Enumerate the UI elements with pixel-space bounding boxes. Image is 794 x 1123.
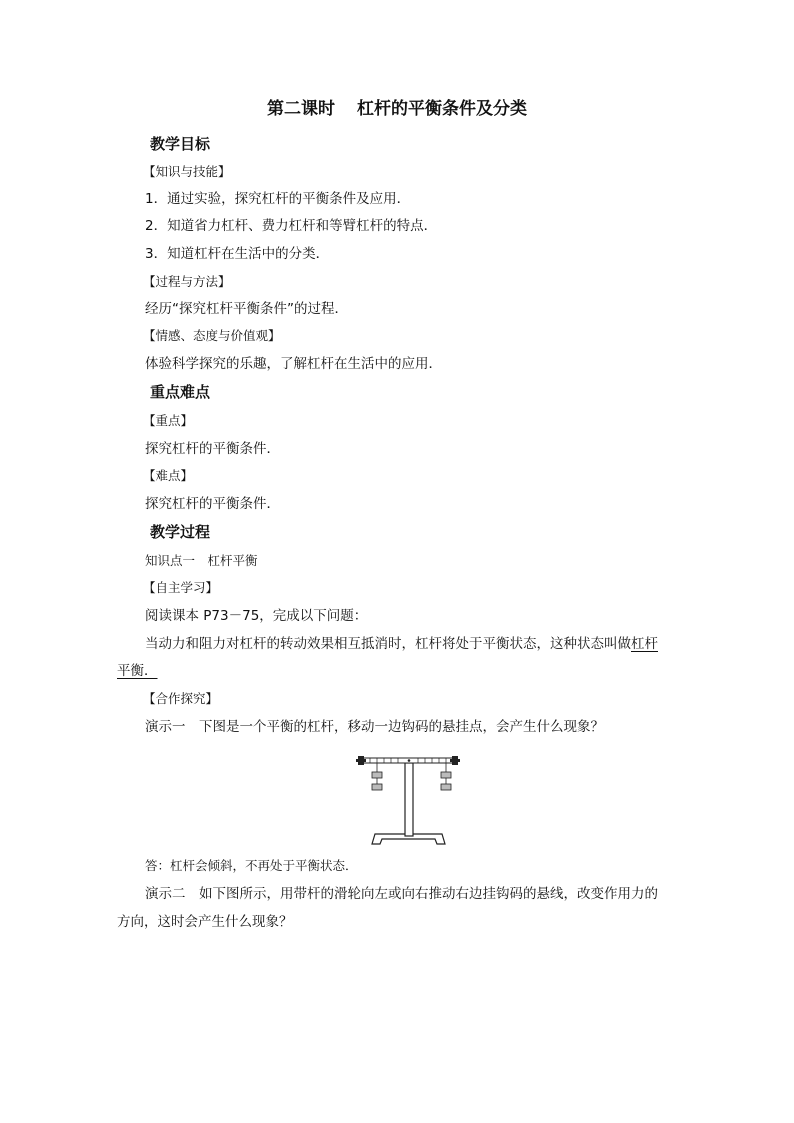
balanced-lever-figure (356, 748, 460, 852)
left-hook-weight-1 (372, 772, 382, 778)
knowledge-item-1: 1．通过实验，探究杠杆的平衡条件及应用． (145, 191, 411, 207)
balance-text: 当动力和阻力对杠杆的转动效果相互抵消时，杠杆将处于平衡状态，这种状态叫做 (145, 636, 631, 652)
knowledge-heading: 【知识与技能】 (143, 164, 231, 179)
balance-answer-2: 平衡． (117, 663, 158, 679)
knowledge-item-3: 3．知道杠杆在生活中的分类． (145, 246, 330, 262)
knowledge-point-1: 知识点一 杠杆平衡 (145, 553, 258, 568)
balance-text-line1 (145, 634, 658, 654)
process-text: 经历“探究杠杆平衡条件”的过程． (145, 301, 348, 317)
keypoints-heading: 重点难点 (150, 383, 211, 401)
lever-pivot (408, 759, 411, 762)
title-topic: 杠杆的平衡条件及分类 (357, 99, 527, 119)
key-text: 探究杠杆的平衡条件． (145, 441, 280, 457)
lever-stand-post (405, 763, 413, 836)
left-hook-weight-2 (372, 784, 382, 790)
demo2-text-line2: 方向，这时会产生什么现象？ (117, 914, 293, 930)
demo2-text-line1: 演示二 如下图所示，用带杆的滑轮向左或向右推动右边挂钩码的悬线，改变作用力的 (145, 886, 658, 902)
teaching-heading: 教学过程 (150, 523, 211, 541)
goals-heading: 教学目标 (150, 135, 211, 153)
answer1-text: 答：杠杆会倾斜，不再处于平衡状态． (145, 858, 358, 873)
page-title (0, 99, 794, 119)
balance-answer-1: 杠杆 (631, 636, 658, 652)
demo1-text: 演示一 下图是一个平衡的杠杆，移动一边钩码的悬挂点，会产生什么现象？ (145, 719, 604, 735)
selfstudy-heading: 【自主学习】 (143, 580, 219, 595)
right-hook-weight-2 (441, 784, 451, 790)
right-hook-weight-1 (441, 772, 451, 778)
title-lesson: 第二课时 (267, 99, 335, 119)
knowledge-item-2: 2．知道省力杠杆、费力杠杆和等臂杠杆的特点． (145, 218, 438, 234)
emotion-heading: 【情感、态度与价值观】 (143, 328, 281, 343)
reading-text: 阅读课本 P73－75，完成以下问题： (145, 608, 368, 624)
difficulty-heading: 【难点】 (143, 468, 194, 483)
coop-heading: 【合作探究】 (143, 691, 219, 706)
emotion-text: 体验科学探究的乐趣，了解杠杆在生活中的应用． (145, 356, 442, 372)
process-heading: 【过程与方法】 (143, 274, 231, 289)
key-heading: 【重点】 (143, 413, 194, 428)
difficulty-text: 探究杠杆的平衡条件． (145, 496, 280, 512)
